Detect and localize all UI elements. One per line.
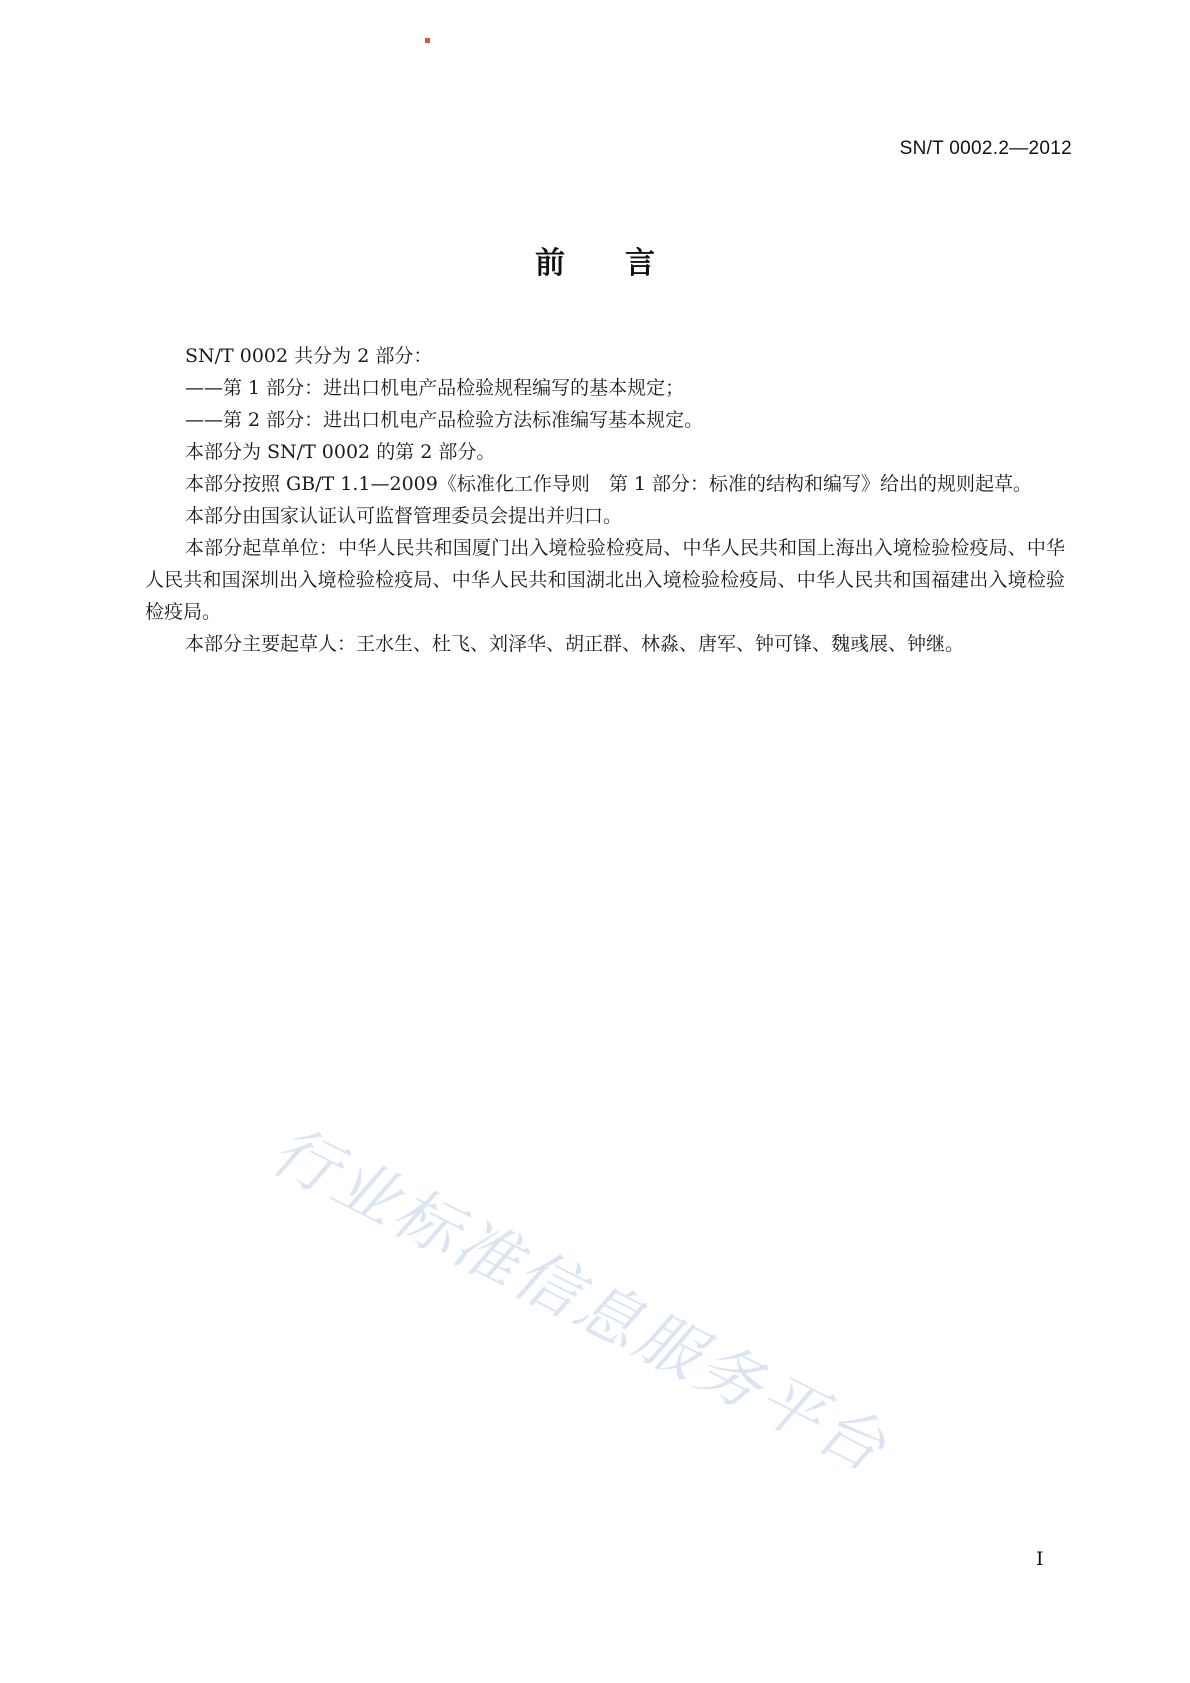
paragraph-drafters: 本部分主要起草人：王水生、杜飞、刘泽华、胡正群、林淼、唐军、钟可锋、魏彧展、钟继。 [185,633,965,655]
paragraph-this-part: 本部分为 SN/T 0002 的第 2 部分。 [185,441,496,463]
page-title: 前言 [535,246,715,281]
list-item-part-1: ——第 1 部分：进出口机电产品检验规程编写的基本规定； [185,377,685,399]
paragraph-drafting-units: 本部分起草单位：中华人民共和国厦门出入境检验检疫局、中华人民共和国上海出入境检验检疫局、中华人民共和国深圳出入境检验检疫局、中华人民共和国湖北出入境检验检疫局、中华人民共和国福建出入境检验检疫局。 [145,537,1065,623]
top-mark [425,38,430,43]
standard-code: SN/T 0002.2—2012 [899,138,1072,159]
watermark: 行业标准信息服务平台 [259,1113,900,1489]
paragraph-parts-count: SN/T 0002 共分为 2 部分： [185,345,433,367]
paragraph-drafting-rules: 本部分按照 GB/T 1.1—2009《标准化工作导则 第 1 部分：标准的结构和编写》给出的规则起草。 [185,473,1033,495]
list-item-part-2: ——第 2 部分：进出口机电产品检验方法标准编写基本规定。 [185,409,704,431]
page-number: I [1036,1548,1044,1570]
paragraph-proposer: 本部分由国家认证认可监督管理委员会提出并归口。 [185,505,623,527]
document-body [145,340,1065,660]
